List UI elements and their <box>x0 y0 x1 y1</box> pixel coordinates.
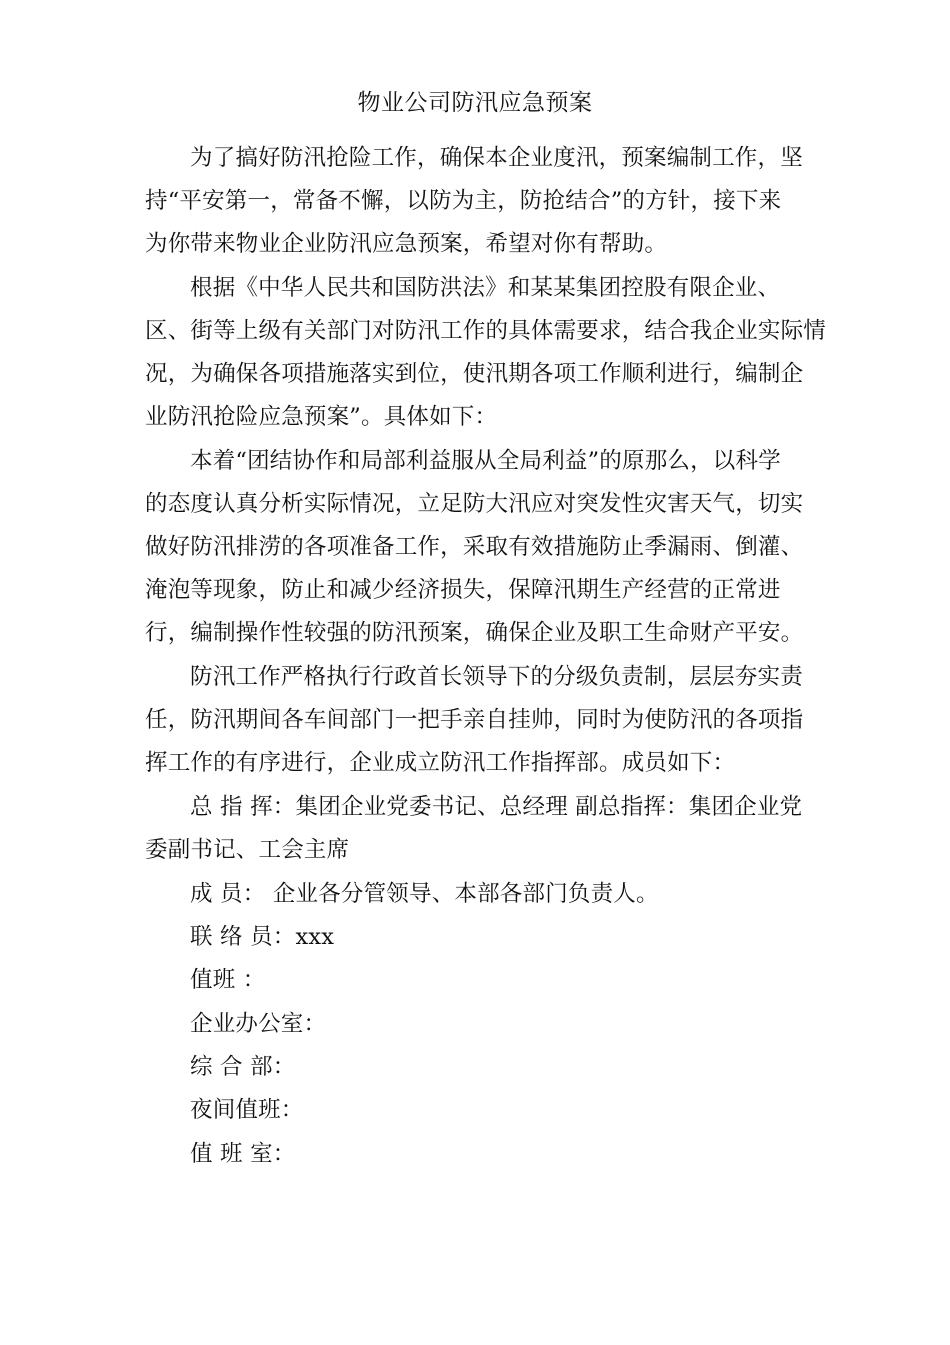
list-item: 联 络 员：xxx <box>190 924 335 950</box>
paragraph-line: 况，为确保各项措施落实到位，使汛期各项工作顺利进行，编制企 <box>145 361 804 387</box>
paragraph-line: 行，编制操作性较强的防汛预案，确保企业及职工生命财产平安。 <box>145 620 804 646</box>
paragraph-line: 任，防汛期间各车间部门一把手亲自挂帅，同时为使防汛的各项指 <box>145 707 804 733</box>
list-item: 夜间值班： <box>190 1097 304 1123</box>
list-item: 综 合 部： <box>190 1054 296 1080</box>
paragraph-line: 业防汛抢险应急预案”。具体如下： <box>145 404 498 430</box>
paragraph-line: 为你带来物业企业防汛应急预案，希望对你有帮助。 <box>145 231 668 257</box>
paragraph-line: 淹泡等现象，防止和减少经济损失，保障汛期生产经营的正常进 <box>145 577 781 603</box>
list-item: 值 班 室： <box>190 1141 296 1167</box>
paragraph-line: 本着“团结协作和局部利益服从全局利益”的原那么，以科学 <box>190 448 781 474</box>
paragraph-line: 总 指 挥：集团企业党委书记、总经理 副总指挥：集团企业党 <box>190 794 803 820</box>
paragraph-line: 委副书记、工会主席 <box>145 837 350 863</box>
paragraph-line: 做好防汛排涝的各项准备工作，采取有效措施防止季漏雨、倒灌、 <box>145 534 804 560</box>
list-item: 企业办公室： <box>190 1011 327 1037</box>
paragraph-line: 持“平安第一，常备不懈，以防为主，防抢结合”的方针，接下来 <box>145 188 782 214</box>
paragraph-line: 挥工作的有序进行，企业成立防汛工作指挥部。成员如下： <box>145 750 736 776</box>
paragraph-line: 区、街等上级有关部门对防汛工作的具体需要求，结合我企业实际情 <box>145 318 827 344</box>
paragraph-line: 的态度认真分析实际情况，立足防大汛应对突发性灾害天气，切实 <box>145 491 804 517</box>
paragraph-line: 防汛工作严格执行行政首长领导下的分级负责制，层层夯实责 <box>190 664 803 690</box>
document-title: 物业公司防汛应急预案 <box>357 90 593 116</box>
paragraph-line: 根据《中华人民共和国防洪法》和某某集团控股有限企业、 <box>190 275 781 301</box>
paragraph-line: 为了搞好防汛抢险工作，确保本企业度汛，预案编制工作，坚 <box>190 145 803 171</box>
list-item: 成 员： 企业各分管领导、本部各部门负责人。 <box>190 881 659 907</box>
list-item: 值班 ： <box>190 967 266 993</box>
